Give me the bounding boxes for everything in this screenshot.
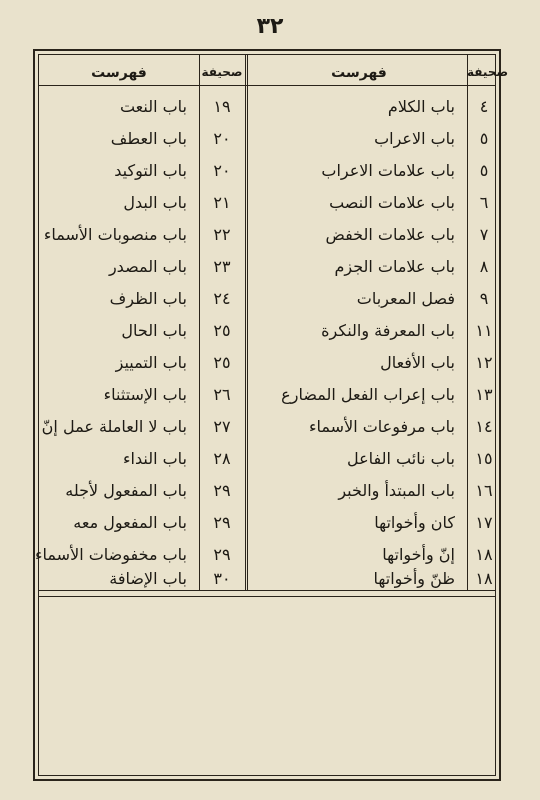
entry-title: باب الحال — [121, 321, 187, 340]
entry-title: ظنّ وأخواتها — [373, 569, 455, 588]
left-page-col-header: صحيفة — [201, 65, 243, 79]
entry-title: باب الاعراب — [374, 129, 455, 148]
entry-title: باب البدل — [123, 193, 187, 212]
page-ref: ٢٥ — [213, 321, 231, 340]
page-ref: ٢٩ — [213, 481, 231, 500]
page-ref: ٢٥ — [213, 353, 231, 372]
page-ref: ٢٤ — [213, 289, 231, 308]
entry-title: باب النداء — [123, 449, 187, 468]
left-title-col-header: فهرست — [91, 65, 147, 81]
page-ref: ١١ — [475, 321, 493, 340]
page-ref: ٦ — [479, 193, 489, 212]
entry-title: كان وأخواتها — [374, 513, 455, 532]
page-ref: ١٨ — [475, 545, 493, 564]
entry-title: باب التوكيد — [114, 161, 187, 180]
page-ref: ٩ — [479, 289, 489, 308]
table-bottom-divider-2 — [39, 596, 495, 597]
page-ref: ٢٩ — [213, 513, 231, 532]
page-ref: ٢٦ — [213, 385, 231, 404]
entry-title: باب مرفوعات الأسماء — [309, 417, 455, 436]
index-table — [35, 54, 509, 776]
page-ref: ٢٨ — [213, 449, 231, 468]
page-ref: ٢٠ — [213, 129, 231, 148]
entry-title: باب منصوبات الأسماء — [43, 225, 187, 244]
right-page-col-header: صحيفة — [467, 65, 509, 79]
entry-title: باب الإضافة — [109, 569, 187, 588]
entry-title: باب المبتدأ والخبر — [338, 481, 455, 500]
page-ref: ١٧ — [475, 513, 493, 532]
page-ref: ٤ — [479, 97, 489, 116]
index-table-frame — [33, 49, 509, 781]
entry-title: باب الظرف — [109, 289, 187, 308]
entry-title: باب لا العاملة عمل إنّ — [41, 417, 187, 436]
entry-title: فصل المعربات — [356, 289, 455, 308]
entry-title: باب علامات الخفض — [325, 225, 455, 244]
page-ref: ١٣ — [475, 385, 493, 404]
entry-title: باب علامات النصب — [329, 193, 455, 212]
page-ref: ٥ — [479, 161, 489, 180]
page-ref: ١٥ — [475, 449, 493, 468]
page-ref: ٢١ — [213, 193, 231, 212]
entry-title: باب نائب الفاعل — [346, 449, 455, 468]
entry-title: باب النعت — [119, 97, 187, 116]
entry-title: باب المفعول معه — [73, 513, 187, 532]
page-ref: ٧ — [479, 225, 489, 244]
entry-title: باب إعراب الفعل المضارع — [281, 385, 455, 404]
entry-title: باب الأفعال — [380, 353, 455, 372]
entry-title: باب العطف — [110, 129, 187, 148]
entry-title: باب علامات الجزم — [334, 257, 455, 276]
entry-title: باب الكلام — [387, 97, 455, 116]
entry-title: باب علامات الاعراب — [321, 161, 455, 180]
page-number: ٣٢ — [256, 14, 284, 39]
page-ref: ٢٠ — [213, 161, 231, 180]
page-ref: ١٩ — [213, 97, 231, 116]
entry-title: باب المعرفة والنكرة — [321, 321, 455, 340]
page-ref: ١٤ — [475, 417, 493, 436]
entry-title: إنّ وأخواتها — [382, 545, 455, 564]
entry-title: باب مخفوضات الأسماء — [35, 545, 187, 564]
entry-title: باب المصدر — [108, 257, 187, 276]
page-ref: ٨ — [479, 257, 489, 276]
page-ref: ٢٣ — [213, 257, 231, 276]
page-ref: ١٦ — [475, 481, 493, 500]
entry-title: باب الإستثناء — [103, 385, 187, 404]
page-ref: ٣٠ — [213, 569, 231, 588]
page-ref: ٥ — [479, 129, 489, 148]
page-ref: ٢٩ — [213, 545, 231, 564]
entry-title: باب المفعول لأجله — [65, 481, 187, 500]
entry-title: باب التمييز — [115, 353, 187, 372]
page-ref: ١٢ — [475, 353, 493, 372]
page-ref: ٢٧ — [213, 417, 231, 436]
center-double-divider — [245, 55, 248, 590]
page-ref: ٢٢ — [213, 225, 231, 244]
right-title-col-header: فهرست — [331, 65, 387, 81]
page-ref: ١٨ — [475, 569, 493, 588]
